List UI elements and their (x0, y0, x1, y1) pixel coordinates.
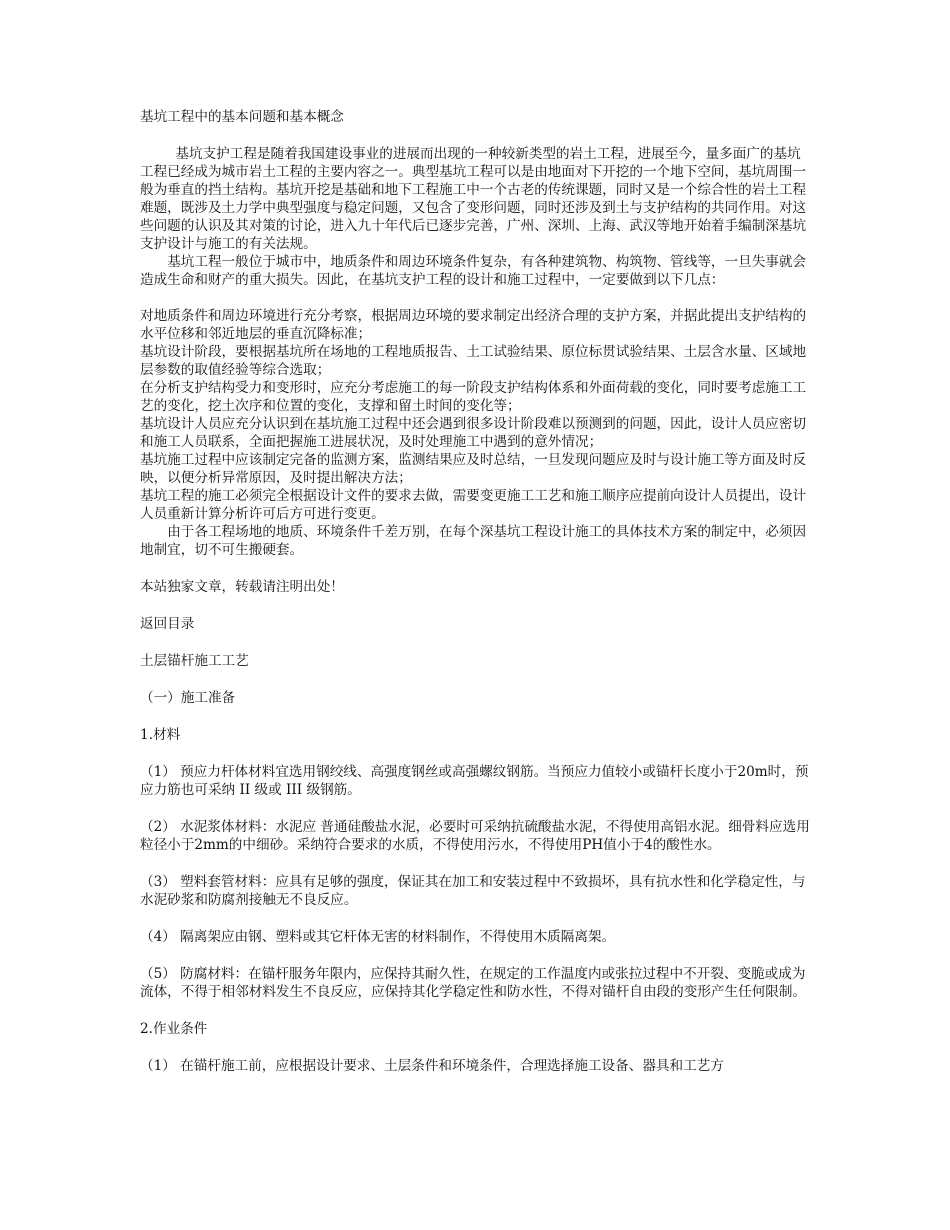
point-item: 在分析支护结构受力和变形时，应充分考虑施工的每一阶段支护结构体系和外面荷载的变化，同时要考虑施工工艺的变化，挖土次序和位置的变化，支撑和留土时间的变化等； (140, 380, 807, 414)
subsection-title: （一）施工准备 (140, 690, 236, 706)
point-item: 基坑施工过程中应该制定完备的监测方案，监测结果应及时总结，一旦发现问题应及时与设计施工等方面及时反映，以便分析异常原因，及时提出解决方法； (140, 452, 807, 486)
section-title: 土层锚杆施工工艺 (140, 653, 249, 669)
intro-paragraph-2: 基坑工程一般位于城市中，地质条件和周边环境条件复杂，有各种建筑物、构筑物、管线等，一旦失事就会造成生命和财产的重大损失。因此，在基坑支护工程的设计和施工过程中，一定要做到以下几点： (140, 254, 807, 288)
material-item: （2） 水泥浆体材料：水泥应 普通硅酸盐水泥，必要时可采纳抗硫酸盐水泥，不得使用高铝水泥。细骨料应选用粒径小于2mm的中细砂。采纳符合要求的水质，不得使用污水，不得使用PH值小于4的酸性水。 (140, 819, 810, 853)
closing-paragraph: 由于各工程场地的地质、环境条件千差万别，在每个深基坑工程设计施工的具体技术方案的制定中，必须因地制宜，切不可生搬硬套。 (140, 524, 807, 558)
condition-item: （1） 在锚杆施工前，应根据设计要求、土层条件和环境条件，合理选择施工设备、器具和工艺方 (140, 1058, 724, 1074)
point-item: 对地质条件和周边环境进行充分考察，根据周边环境的要求制定出经济合理的支护方案，并据此提出支护结构的水平位移和邻近地层的垂直沉降标准； (140, 308, 807, 342)
material-item: （3） 塑料套管材料：应具有足够的强度，保证其在加工和安装过程中不致损坏，具有抗水性和化学稳定性，与水泥砂浆和防腐剂接触无不良反应。 (140, 874, 806, 908)
copyright-note: 本站独家文章，转载请注明出处！ (140, 579, 344, 595)
material-item: （4） 隔离架应由钢、塑料或其它杆体无害的材料制作，不得使用木质隔离架。 (140, 929, 616, 945)
point-item: 基坑工程的施工必须完全根据设计文件的要求去做，需要变更施工工艺和施工顺序应提前向设计人员提出，设计人员重新计算分析许可后方可进行变更。 (140, 488, 807, 522)
back-to-contents-link[interactable]: 返回目录 (140, 616, 195, 632)
point-item: 基坑设计阶段，要根据基坑所在场地的工程地质报告、土工试验结果、原位标贯试验结果、土层含水量、区域地层参数的取值经验等综合选取； (140, 344, 807, 378)
document-title: 基坑工程中的基本问题和基本概念 (140, 109, 344, 125)
intro-paragraph-1: 基坑支护工程是随着我国建设事业的进展而出现的一种较新类型的岩土工程，进展至今，量多面广的基坑工程已经成为城市岩土工程的主要内容之一。典型基坑工程可以是由地面对下开挖的一个地下空间，基坑周围一般为垂直的挡土结构。基坑开挖是基础和地下工程施工中一个古老的传统课题，同时又是一个综合性的岩土工程难题，既涉及土力学中典型强度与稳定问题，又包含了变形问题，同时还涉及到土与支护结构的共同作用。对这些问题的认识及其对策的讨论，进入九十年代后已逐步完善，广州、深圳、上海、武汉等地开始着手编制深基坑支护设计与施工的有关法规。 (140, 146, 807, 252)
material-item: （5） 防腐材料：在锚杆服务年限内，应保持其耐久性，在规定的工作温度内或张拉过程中不开裂、变脆或成为流体，不得于相邻材料发生不良反应，应保持其化学稳定性和防水性，不得对锚杆自由段的变形产生任何限制。 (140, 966, 807, 1000)
item-title-conditions: 2.作业条件 (140, 1021, 208, 1037)
point-item: 基坑设计人员应充分认识到在基坑施工过程中还会遇到很多设计阶段难以预测到的问题，因此，设计人员应密切和施工人员联系，全面把握施工进展状况，及时处理施工中遇到的意外情况； (140, 416, 807, 450)
document-body (140, 108, 812, 1075)
item-title-materials: 1.材料 (140, 727, 181, 743)
material-item: （1） 预应力杆体材料宜选用钢绞线、高强度钢丝或高强螺纹钢筋。当预应力值较小或锚杆长度小于20m时，预应力筋也可采纳 II 级或 III 级钢筋。 (140, 764, 809, 798)
